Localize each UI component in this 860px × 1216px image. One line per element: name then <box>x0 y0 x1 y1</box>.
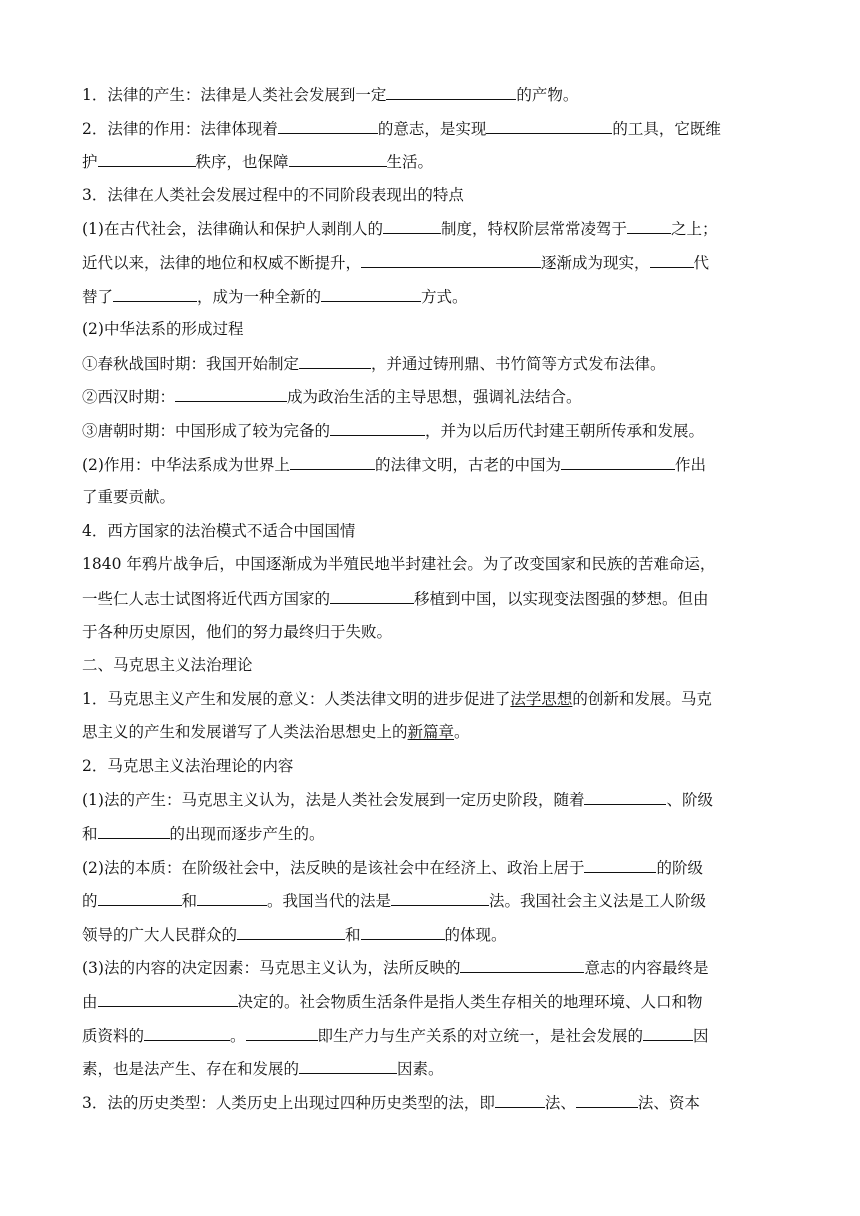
line-text: 成为政治生活的主导思想，强调礼法结合。 <box>287 388 582 407</box>
text-line <box>82 687 782 721</box>
fill-in-blank[interactable] <box>290 452 375 470</box>
fill-in-blank[interactable] <box>584 855 656 873</box>
line-text: 因素。 <box>397 1060 444 1079</box>
line-text: 即生产力与生产关系的对立统一，是社会发展的 <box>317 1026 644 1045</box>
line-text: 了重要贡献。 <box>82 488 176 507</box>
fill-in-blank[interactable] <box>321 284 421 302</box>
line-text: 质资料的 <box>82 1026 145 1045</box>
text-line <box>82 989 782 1023</box>
line-text: ，成为一种全新的 <box>197 287 322 306</box>
line-text: 法。我国社会主义法是工人阶级 <box>489 892 707 911</box>
text-line <box>82 116 782 150</box>
line-text: ，并为以后历代封建王朝所传承和发展。 <box>425 421 705 440</box>
line-text: (2)法的本质：在阶级社会中，法反映的是该社会中在经济上、政治上居于 <box>82 858 585 877</box>
text-line <box>82 653 782 687</box>
text-line <box>82 250 782 284</box>
line-text: 逐渐成为现实， <box>541 253 650 272</box>
line-text: 3．法律在人类社会发展过程中的不同阶段表现出的特点 <box>82 185 464 204</box>
text-line <box>82 586 782 620</box>
fill-in-blank[interactable] <box>386 82 516 100</box>
line-text: 素，也是法产生、存在和发展的 <box>82 1060 300 1079</box>
line-text: 的法律文明，古老的中国为 <box>374 455 561 474</box>
line-text: 和 <box>181 892 198 911</box>
line-text: 和 <box>82 825 98 844</box>
line-text: 。 <box>454 723 470 742</box>
line-text: 代 <box>693 253 710 272</box>
line-text: 法、 <box>544 1093 576 1112</box>
fill-in-blank[interactable] <box>460 955 584 973</box>
line-text: 4．西方国家的法治模式不适合中国国情 <box>82 521 356 540</box>
fill-in-blank[interactable] <box>299 1056 397 1074</box>
fill-in-blank[interactable] <box>361 922 445 940</box>
text-line <box>82 855 782 889</box>
text-line <box>82 922 782 956</box>
text-line <box>82 620 782 654</box>
line-text: 的工具，它既维 <box>612 119 721 138</box>
line-text: 的体现。 <box>444 925 507 944</box>
line-text: ①春秋战国时期：我国开始制定 <box>82 354 300 373</box>
line-text: 1．马克思主义产生和发展的意义：人类法律文明的进步促进了 <box>82 689 511 708</box>
line-text: 因 <box>693 1026 709 1045</box>
fill-in-blank[interactable] <box>197 888 267 906</box>
line-text: 意志的内容最终是 <box>584 959 709 978</box>
fill-in-blank[interactable] <box>486 116 612 134</box>
fill-in-blank[interactable] <box>113 284 197 302</box>
line-text: 替了 <box>82 287 114 306</box>
text-line <box>82 1023 782 1057</box>
line-text: 的出现而逐步产生的。 <box>169 825 325 844</box>
fill-in-blank[interactable] <box>98 149 196 167</box>
fill-in-blank[interactable] <box>584 787 666 805</box>
text-line <box>82 418 782 452</box>
line-text: 移植到中国，以实现变法图强的梦想。但由 <box>414 589 709 608</box>
fill-in-blank[interactable] <box>144 1023 230 1041</box>
fill-in-blank[interactable] <box>330 418 425 436</box>
fill-in-blank[interactable] <box>627 216 671 234</box>
line-text: 、阶级 <box>666 791 713 810</box>
text-line <box>82 1056 782 1090</box>
fill-in-blank[interactable] <box>299 351 371 369</box>
line-text: 。我国当代的法是 <box>267 892 392 911</box>
line-text: 的 <box>82 892 98 911</box>
line-text: 作出 <box>674 455 706 474</box>
line-text: 的创新和发展。马克 <box>572 689 712 708</box>
line-text: 。 <box>230 1026 246 1045</box>
fill-in-blank[interactable] <box>278 116 378 134</box>
fill-in-blank[interactable] <box>495 1090 545 1108</box>
text-line <box>82 284 782 318</box>
text-line <box>82 787 782 821</box>
fill-in-blank[interactable] <box>175 384 287 402</box>
line-text: 生活。 <box>386 153 434 172</box>
text-line <box>82 452 782 486</box>
fill-in-blank[interactable] <box>650 250 694 268</box>
text-line <box>82 82 782 116</box>
underlined-term: 法学思想 <box>510 689 573 708</box>
fill-in-blank[interactable] <box>246 1023 318 1041</box>
text-line <box>82 1090 782 1124</box>
fill-in-blank[interactable] <box>98 888 182 906</box>
text-body <box>82 82 782 1123</box>
text-line <box>82 754 782 788</box>
line-text: 思主义的产生和发展谱写了人类法治思想史上的 <box>82 723 408 742</box>
line-text: 的意志，是实现 <box>377 119 487 138</box>
line-text: (1)在古代社会，法律确认和保护人剥削人的 <box>82 220 383 239</box>
line-text: 1．法律的产生：法律是人类社会发展到一定 <box>82 86 387 104</box>
line-text: 的产物。 <box>516 86 579 104</box>
line-text: ②西汉时期： <box>82 388 176 407</box>
line-text: 法、资本 <box>637 1093 700 1112</box>
fill-in-blank[interactable] <box>330 586 414 604</box>
text-line <box>82 216 782 250</box>
text-line <box>82 317 782 351</box>
fill-in-blank[interactable] <box>561 452 675 470</box>
line-text: (2)中华法系的形成过程 <box>82 320 244 339</box>
fill-in-blank[interactable] <box>643 1023 693 1041</box>
fill-in-blank[interactable] <box>98 821 170 839</box>
line-text: 的阶级 <box>656 858 703 877</box>
text-line <box>82 485 782 519</box>
line-text: 和 <box>345 925 361 944</box>
line-text: 领导的广大人民群众的 <box>82 925 238 944</box>
line-text: 1840 年鸦片战争后，中国逐渐成为半殖民地半封建社会。为了改变国家和民族的苦难命运， <box>82 555 716 574</box>
line-text: 3．法的历史类型：人类历史上出现过四种历史类型的法，即 <box>82 1093 495 1112</box>
line-text: 一些仁人志士试图将近代西方国家的 <box>82 589 331 608</box>
text-line <box>82 351 782 385</box>
text-line <box>82 552 782 586</box>
text-line <box>82 955 782 989</box>
line-text: 护 <box>82 153 98 172</box>
line-text: 方式。 <box>421 287 468 306</box>
line-text: (2)作用：中华法系成为世界上 <box>82 455 290 474</box>
underlined-term: 新篇章 <box>407 723 455 742</box>
text-line <box>82 720 782 754</box>
line-text: 二、马克思主义法治理论 <box>82 656 253 675</box>
line-text: 秩序，也保障 <box>195 153 289 172</box>
line-text: 制度，特权阶层常常凌驾于 <box>440 220 627 239</box>
line-text: ③唐朝时期：中国形成了较为完备的 <box>82 421 331 440</box>
line-text: (1)法的产生：马克思主义认为，法是人类社会发展到一定历史阶段，随着 <box>82 791 585 810</box>
text-line <box>82 183 782 217</box>
text-line <box>82 821 782 855</box>
line-text: 之上； <box>670 220 718 239</box>
text-line <box>82 888 782 922</box>
fill-in-blank[interactable] <box>289 149 387 167</box>
fill-in-blank[interactable] <box>98 989 238 1007</box>
line-text: 2．法律的作用：法律体现着 <box>82 119 278 138</box>
fill-in-blank[interactable] <box>391 888 489 906</box>
line-text: 于各种历史原因，他们的努力最终归于失败。 <box>82 622 393 641</box>
fill-in-blank[interactable] <box>383 216 441 234</box>
line-text: 近代以来，法律的地位和权威不断提升， <box>82 253 362 272</box>
line-text: (3)法的内容的决定因素：马克思主义认为，法所反映的 <box>82 959 461 978</box>
line-text: ，并通过铸刑鼎、书竹简等方式发布法律。 <box>371 354 666 373</box>
fill-in-blank[interactable] <box>361 250 541 268</box>
text-line <box>82 384 782 418</box>
fill-in-blank[interactable] <box>576 1090 638 1108</box>
text-line <box>82 519 782 553</box>
line-text: 2．马克思主义法治理论的内容 <box>82 756 294 775</box>
line-text: 由 <box>82 993 98 1012</box>
text-line <box>82 149 782 183</box>
line-text: 决定的。社会物质生活条件是指人类生存相关的地理环境、人口和物 <box>237 993 703 1012</box>
fill-in-blank[interactable] <box>237 922 345 940</box>
